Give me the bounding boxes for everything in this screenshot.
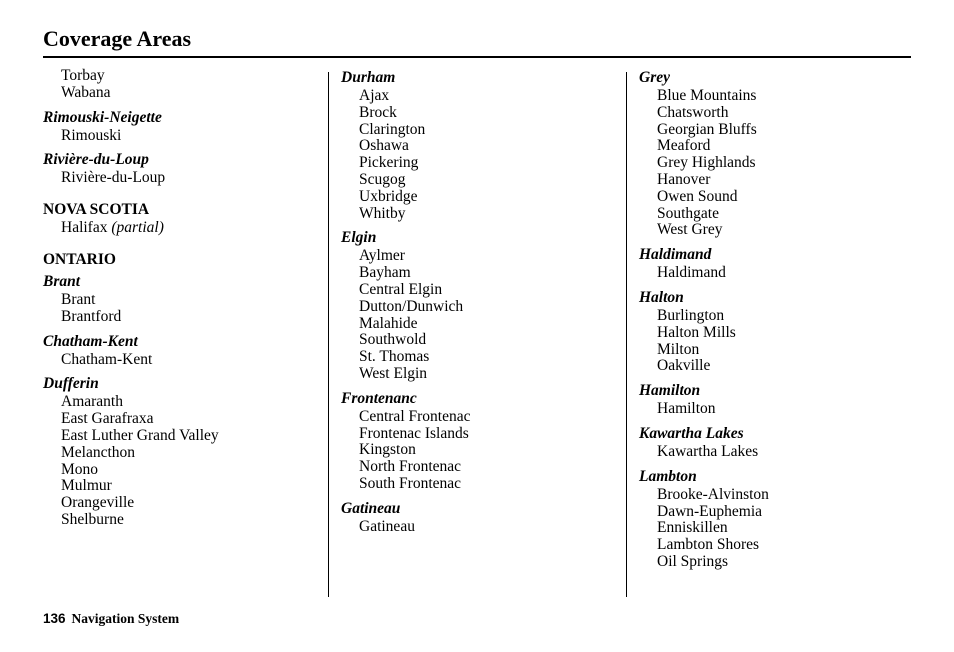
county-heading: Gatineau (341, 499, 401, 517)
list-item: Milton (657, 340, 700, 358)
section-rimouski-neigette (43, 108, 323, 145)
page-footer (43, 611, 179, 627)
section-riviere-du-loup (43, 150, 323, 187)
section-haldimand (639, 245, 919, 282)
list-item: East Luther Grand Valley (61, 426, 219, 444)
county-heading: Haldimand (639, 246, 712, 264)
section-lambton (639, 467, 919, 571)
county-heading: Rimouski-Neigette (43, 108, 162, 126)
list-item: Mulmur (61, 477, 112, 495)
section-elgin (341, 228, 621, 382)
list-item: West Grey (657, 221, 723, 239)
list-item: Southgate (657, 204, 719, 222)
list-item: Brooke-Alvinston (657, 485, 769, 503)
list-item: Oakville (657, 357, 711, 375)
list-item: Uxbridge (359, 187, 418, 205)
list-item: Rimouski (61, 126, 122, 144)
list-item: Burlington (657, 306, 725, 324)
list-item: West Elgin (359, 364, 428, 382)
list-item: Enniskillen (657, 519, 728, 537)
county-heading: Elgin (341, 229, 377, 247)
column-2 (341, 68, 621, 542)
footer-label: Navigation System (71, 611, 180, 626)
list-item: St. Thomas (359, 348, 430, 366)
list-item: Meaford (657, 137, 711, 155)
list-item: Central Elgin (359, 280, 443, 298)
list-item: Haldimand (657, 264, 726, 282)
county-heading: Durham (341, 69, 396, 86)
list-item: Grey Highlands (657, 154, 756, 172)
list-item: Bayham (359, 264, 411, 282)
section-grey (639, 68, 919, 239)
list-item: Chatham-Kent (61, 350, 153, 368)
list-item: Georgian Bluffs (657, 120, 757, 138)
page-title: Coverage Areas (43, 26, 192, 51)
county-heading: Grey (639, 69, 670, 86)
section-quebec-continued (43, 68, 323, 102)
list-item: Shelburne (61, 510, 124, 528)
list-item: North Frontenac (359, 458, 462, 476)
section-durham (341, 68, 621, 222)
county-heading: Hamilton (639, 382, 701, 400)
list-item: Brant (61, 290, 96, 308)
section-frontenanc (341, 389, 621, 493)
section-nova-scotia (43, 200, 323, 237)
county-heading: Halton (639, 288, 684, 306)
list-item: South Frontenac (359, 474, 462, 492)
list-item: Central Frontenac (359, 407, 471, 425)
section-ontario (43, 250, 323, 270)
county-heading: Rivière-du-Loup (43, 151, 149, 169)
list-item: Rivière-du-Loup (61, 169, 166, 187)
list-item: Kingston (359, 441, 416, 459)
column-3 (639, 68, 919, 577)
title-divider (43, 56, 911, 58)
list-item: Dutton/Dunwich (359, 297, 464, 315)
list-item: Blue Mountains (657, 87, 757, 104)
column-divider (328, 72, 329, 597)
list-item: Brantford (61, 307, 122, 325)
county-heading: Frontenanc (341, 389, 417, 407)
county-heading: Kawartha Lakes (639, 424, 744, 442)
list-item: Melancthon (61, 443, 136, 461)
list-item: Gatineau (359, 517, 415, 535)
list-item: Orangeville (61, 494, 135, 512)
list-item: Dawn-Euphemia (657, 502, 763, 520)
list-item: Owen Sound (657, 187, 738, 205)
section-chatham-kent (43, 332, 323, 369)
province-heading: NOVA SCOTIA (43, 201, 150, 219)
county-heading: Brant (43, 272, 81, 290)
list-item: Oil Springs (657, 552, 729, 570)
section-gatineau (341, 499, 621, 536)
section-dufferin (43, 374, 323, 528)
list-item: Mono (61, 460, 99, 478)
province-heading: ONTARIO (43, 250, 116, 268)
list-item: Brock (359, 103, 397, 121)
list-item: Southwold (359, 331, 427, 349)
list-item: Amaranth (61, 393, 123, 411)
page-number: 136 (43, 611, 66, 626)
list-item (43, 220, 323, 237)
list-item: Oshawa (359, 137, 409, 155)
section-kawartha-lakes (639, 424, 919, 461)
list-item-label: Halifax (61, 219, 108, 237)
list-item: Aylmer (359, 247, 405, 265)
list-item: Ajax (359, 87, 390, 104)
county-heading: Lambton (639, 467, 697, 485)
list-item: Lambton Shores (657, 536, 760, 554)
county-heading: Chatham-Kent (43, 332, 138, 350)
column-divider (626, 72, 627, 597)
county-heading: Dufferin (43, 375, 99, 393)
list-item: Pickering (359, 154, 419, 172)
list-item: Kawartha Lakes (657, 442, 759, 460)
column-1 (43, 68, 323, 535)
list-item: Wabana (61, 83, 111, 101)
list-item: Malahide (359, 314, 418, 332)
list-item: Torbay (61, 67, 105, 84)
list-item: Hanover (657, 170, 711, 188)
list-item: Halton Mills (657, 323, 736, 341)
list-item: Whitby (359, 204, 406, 222)
section-hamilton (639, 381, 919, 418)
section-brant (43, 272, 323, 326)
list-item: Hamilton (657, 400, 716, 418)
section-halton (639, 288, 919, 375)
list-item: Clarington (359, 120, 426, 138)
list-item: Chatsworth (657, 103, 729, 121)
partial-note: (partial) (111, 219, 164, 237)
list-item: Frontenac Islands (359, 424, 469, 442)
list-item: East Garafraxa (61, 410, 154, 428)
list-item: Scugog (359, 170, 406, 188)
